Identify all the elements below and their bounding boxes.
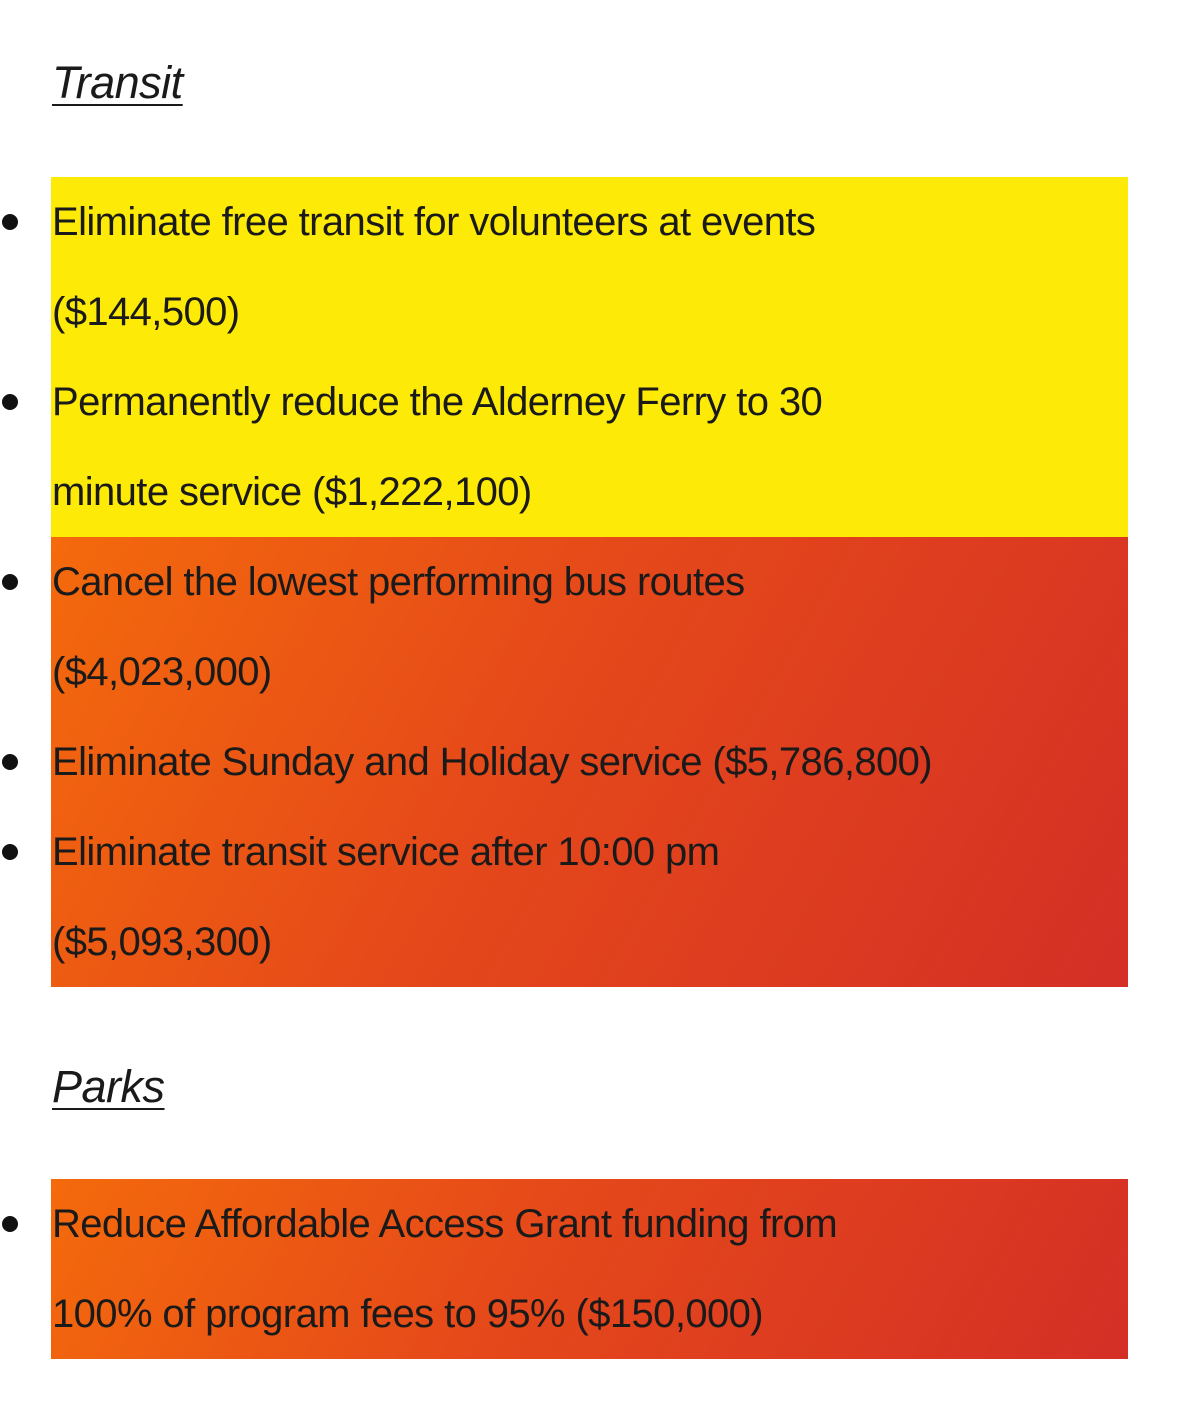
- list-item-line: Eliminate transit service after 10:00 pm: [52, 830, 720, 874]
- section-heading-transit: Transit: [52, 57, 183, 108]
- list-item-line: ($5,093,300): [52, 920, 272, 964]
- list-item-line: minute service ($1,222,100): [52, 470, 532, 514]
- section-heading-parks: Parks: [52, 1061, 165, 1112]
- list-item-line: Cancel the lowest performing bus routes: [52, 560, 745, 604]
- list-item-line: ($144,500): [52, 290, 240, 334]
- list-item-line: Permanently reduce the Alderney Ferry to 30: [52, 380, 823, 424]
- list-item-line: 100% of program fees to 95% ($150,000): [52, 1292, 763, 1336]
- list-item-line: Reduce Affordable Access Grant funding from: [52, 1202, 838, 1246]
- list-item-line: ($4,023,000): [52, 650, 272, 694]
- list-item-line: Eliminate free transit for volunteers at events: [52, 200, 816, 244]
- list-item-line: Eliminate Sunday and Holiday service ($5,786,800): [52, 740, 933, 784]
